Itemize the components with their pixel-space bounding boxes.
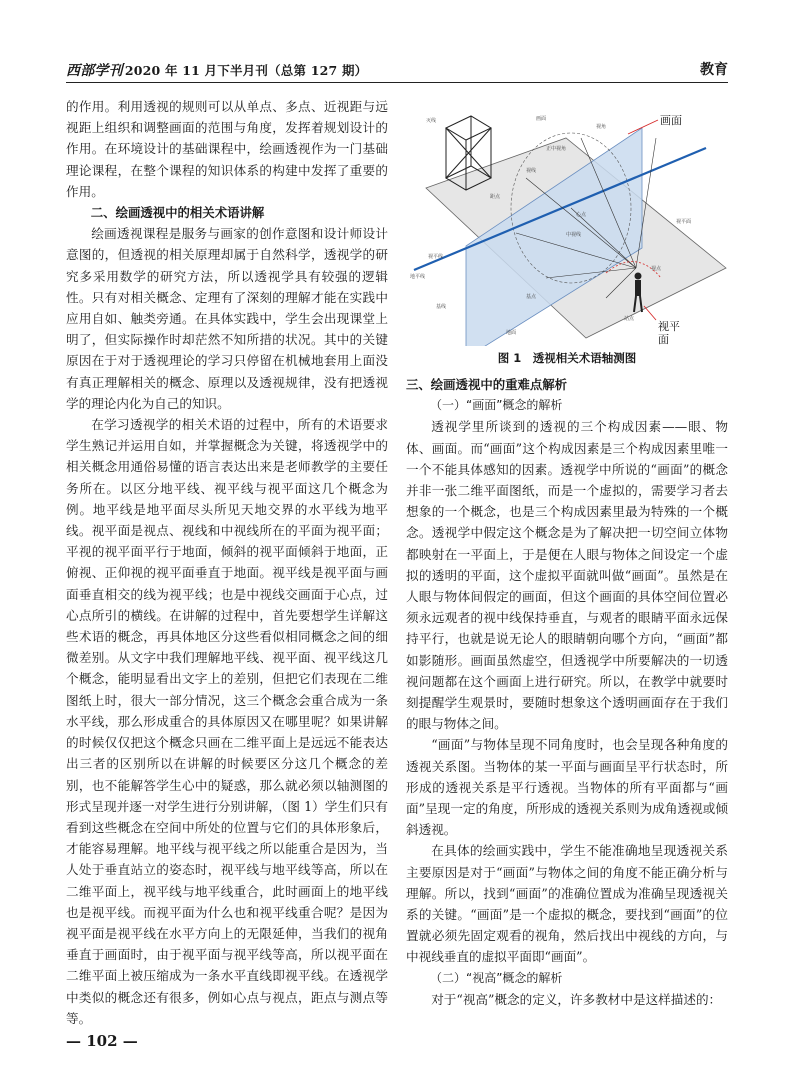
diagram-label: 地面 <box>506 330 517 336</box>
label-picture-plane: 画面 <box>660 114 682 127</box>
page-number: — 102 — <box>66 1032 138 1050</box>
diagram-label: 视平面 <box>676 219 692 225</box>
diagram-label: 心点 <box>576 212 587 218</box>
right-column <box>406 374 728 1010</box>
paragraph: 绘画透视课程是服务与画家的创作意图和设计师设计意图的，但透视的相关原理却属于自然科学，透视学的研究多采用数学的研究方法，所以透视学具有较强的逻辑性。只有对相关概念、定理有了深刻的理解才能在实践中应用自如、触类旁通。在具体实践中，学生会出现课堂上明了，但实际操作时却茫然不知所措的状况。其中的关键原因在于对于透视理论的学习只停留在机械地套用上面没有真正理解相关的概念、原理以及透视规律，没有把透视学的理论内化为自己的知识。 <box>66 226 388 411</box>
diagram-label: 站点 <box>624 316 635 322</box>
issue-text: 2020 年 11 月下半月刊（总第 127 期） <box>124 63 368 78</box>
paragraph: 在具体的绘画实践中，学生不能准确地呈现透视关系主要原因是对于“画面”与物体之间的角度不能正确分析与理解。所以，找到“画面”的准确位置成为准确呈现透视关系的关键。“画面”是一个虚拟的概念，要找到“画面”的位置就必须先固定观看的视角，然后找出中视线的方向，与中视线垂直的虚拟平面即“画面”。 <box>406 843 728 965</box>
diagram-label: 视线 <box>526 168 537 174</box>
diagram-label: 基点 <box>526 294 537 300</box>
paragraph: 对于“视高”概念的定义，许多教材中是这样描述的： <box>431 991 722 1007</box>
diagram-label: 基线 <box>436 304 447 310</box>
diagram-label: 地平线 <box>410 274 426 280</box>
paragraph: “画面”与物体呈现不同角度时，也会呈现各种角度的透视关系图。当物体的某一平面与画面呈平行状态时，所形成的透视关系是平行透视。当物体的所有平面都与“画面”呈现一定的角度，所形成的透视关系则为成角透视或倾斜透视。 <box>406 737 728 838</box>
label-view-plane-2: 面 <box>658 333 669 346</box>
journal-logo: 西部学刊 <box>66 63 123 79</box>
subsection-heading: （二）“视高”概念的解析 <box>430 970 563 985</box>
journal-info <box>66 60 367 80</box>
figure-axonometric <box>406 98 728 346</box>
callout-line-picture-plane <box>628 120 658 134</box>
page-header <box>66 58 728 80</box>
header-rule <box>66 82 728 83</box>
diagram-label: 视角 <box>596 124 607 130</box>
paragraph: 在学习透视学的相关术语的过程中，所有的术语要求学生熟记并运用自如，并掌握概念为关键，将透视学中的相关概念用通俗易懂的语言表达出来是老师教学的主要任务所在。以区分地平线、视平线与视平面这几个概念为例。地平线是地平面尽头所见天地交界的水平线为地平线。视平面是视点、视线和中视线所在的平面为视平面；平视的视平面平行于地面，倾斜的视平面倾斜于地面，正俯视、正仰视的视平面垂直于地面。视平线是视平面与画面垂直相交的线为视平线；也是中视线交画面于心点，过心点所引的横线。在讲解的过程中，首先要想学生详解这些术语的概念，再具体地区分这些看似相同概念之间的细微差别。从文字中我们理解地平线、视平面、视平线这几个概念，能明显看出文字上的差别，但把它们表现在二维图纸上时，很大一部分情况，这三个概念会重合成为一条水平线，那么形成重合的具体原因又在哪里呢？如果讲解的时候仅仅把这个概念只画在二维平面上是远远不能表达出三者的区别所以在讲解的时候要区分这几个概念的差别，也不能解答学生心中的疑惑，那么就必须以轴测图的形式呈现并逐一对学生进行分别讲解，（图 1）学生们只有看到这些概念在空间中所处的位置与它们的具体形象后，才能容易理解。地平线与视平线之所以能重合是因为，当人处于垂直站立的姿态时，视平线与地平线等高，所以在二维平面上，视平线与地平线重合，此时画面上的地平线也是视平线。而视平面为什么也和视平线重合呢？是因为视平面是视平线在水平方向上的无限延伸，当我们的视角垂直于画面时，由于视平面与视平线等高，所以视平面在二维平面上被压缩成为一条水平直线即视平线。在透视学中类似的概念还有很多，例如心点与视点，距点与测点等等。 <box>66 417 388 1026</box>
section-heading: 二、绘画透视中的相关术语讲解 <box>90 205 265 221</box>
diagram-label: 灭线 <box>426 118 437 124</box>
figure-caption: 图 1 透视相关术语轴测图 <box>497 351 637 365</box>
subsection-heading: （一）“画面”概念的解析 <box>430 398 563 413</box>
perspective-diagram <box>406 98 728 346</box>
paragraph: 透视学里所谈到的透视的三个构成因素——眼、物体、画面。而“画面”这个构成因素是三个构成因素里唯一一个不能具体感知的因素。透视学中所说的“画面”的概念并非一张二维平面图纸，而是一个虚拟的，需要学习者去想象的一个概念，也是三个构成因素里最为特殊的一个概念。透视学中假定这个概念是为了解决把一切空间立体物都映射在一平面上，于是便在人眼与物体之间设定一个虚拟的透明的平面，这个虚拟平面就叫做“画面”。虽然是在人眼与物体间假定的画面，但这个画面的具体空间位置必须永远观者的视中线保持垂直，与观者的眼睛平面永远保持平行，也就是说无论人的眼睛朝向哪个方向，“画面”都如影随形。画面虽然虚空，但透视学中所要解决的一切透视问题都在这个画面上进行研究。所以，在教学中就要时刻提醒学生观景时，要随时想象这个透明画面存在于我们的眼与物体之间。 <box>406 419 728 732</box>
diagram-label: 距点 <box>490 194 501 200</box>
diagram-label: 视点 <box>651 266 662 272</box>
left-column <box>66 96 388 1029</box>
diagram-label: 正中视角 <box>546 146 567 152</box>
label-view-plane-1: 视平 <box>658 320 680 333</box>
paragraph: 的作用。利用透视的规则可以从单点、多点、近视距与远视距上组织和调整画面的范围与角度，发挥着规划设计的作用。在环境设计的基础课程中，绘画透视作为一门基础理论课程，在整个课程的知识体系的构建中发挥了重要的作用。 <box>66 99 388 199</box>
diagram-label: 画面 <box>536 116 547 122</box>
diagram-label: 中视线 <box>566 232 582 238</box>
section-heading: 三、绘画透视中的重难点解析 <box>406 377 568 392</box>
diagram-label: 视平线 <box>428 254 444 260</box>
section-name: 教育 <box>700 62 728 78</box>
callout-line-view-plane <box>644 306 656 320</box>
